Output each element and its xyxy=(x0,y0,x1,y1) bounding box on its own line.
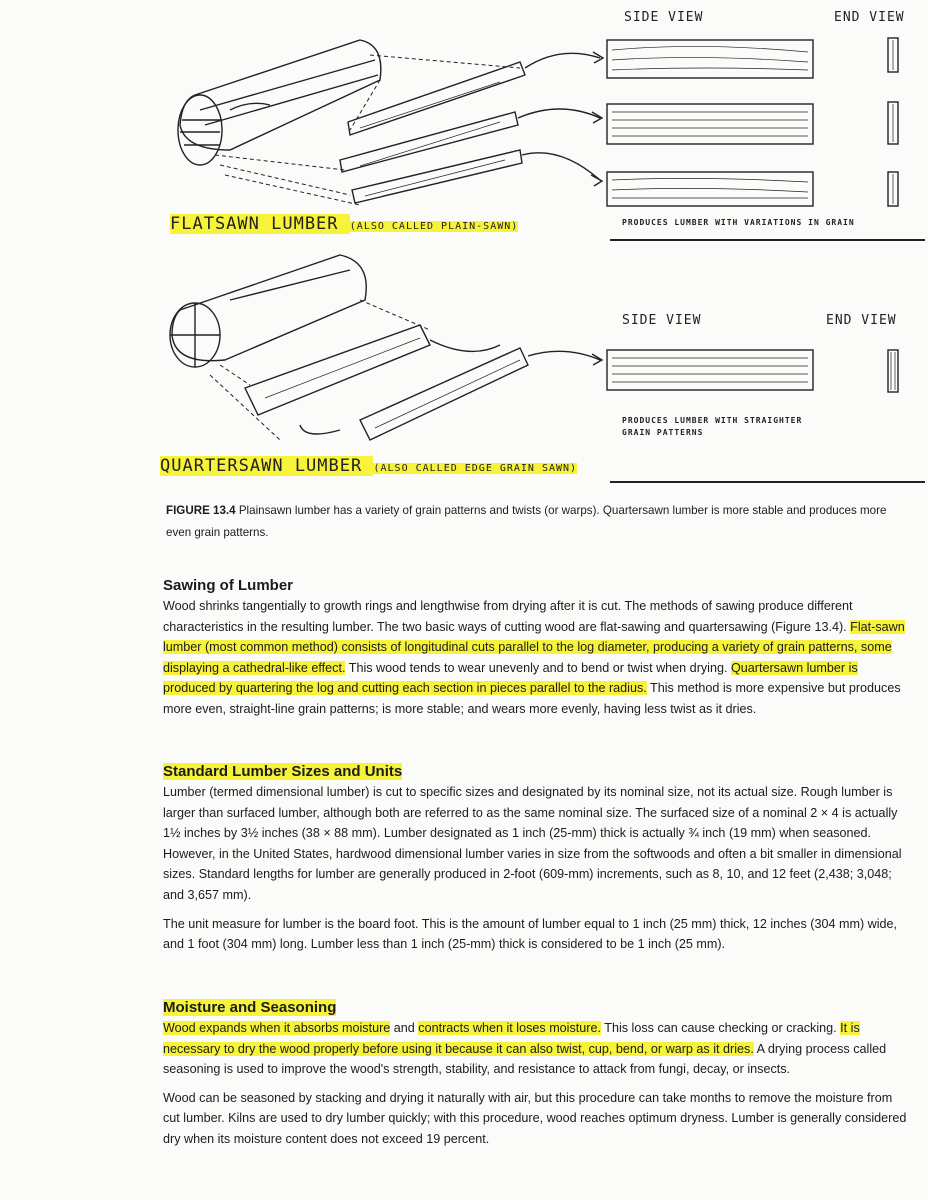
flatsawn-subtitle: (ALSO CALLED PLAIN-SAWN) xyxy=(349,221,519,232)
moisture-paragraph-2: Wood can be seasoned by stacking and drying it naturally with air, but this procedure can take months to remove the moisture from cut lumber. Kilns are used to dry lumber quickly; with this procedure, wood reaches optimum dryness. Lumber is generally considered dry when its moisture content does not exceed 19 percent. xyxy=(163,1090,907,1146)
lumber-illustration xyxy=(0,0,928,500)
quartersawn-end-view xyxy=(888,350,898,392)
standard-paragraph-2: The unit measure for lumber is the board foot. This is the amount of lumber equal to 1 inch (25 mm) thick, 12 inches (304 mm) wide, and 1 foot (304 mm) long. Lumber less than 1 inch (25-mm) thick is considered to be 1 inch (25 mm). xyxy=(163,916,898,952)
flatsawn-side-views xyxy=(607,40,813,206)
quartersawn-arrows xyxy=(300,340,602,434)
moisture-text-f: A drying process called seasoning is used to improve the wood's strength, stability, and resistance to attack from fungi, decay, or insects. xyxy=(163,1041,887,1077)
moisture-highlight-contracts: contracts when it loses moisture. xyxy=(418,1021,601,1035)
section-moisture xyxy=(163,998,908,1150)
sawing-paragraph xyxy=(163,596,908,720)
moisture-text-and: and xyxy=(390,1021,419,1035)
flatsawn-end-views xyxy=(888,38,898,206)
moisture-highlight-dry: It is necessary to dry the wood properly before using it because it can also twist, cup, bend, or warp as it dries. xyxy=(163,1021,860,1056)
moisture-paragraph-1 xyxy=(163,1018,908,1080)
flatsawn-title-banner xyxy=(170,214,518,234)
sawing-highlight-quartersawn: Quartersawn lumber is produced by quartering the log and cutting each section in pieces parallel to the radius. xyxy=(163,660,858,696)
figure-caption-label: FIGURE 13.4 xyxy=(166,504,236,517)
quartersawn-title: QUARTERSAWN LUMBER xyxy=(160,456,363,476)
sawing-text-a: Wood shrinks tangentially to growth rings and lengthwise from drying after it is cut. The methods of sawing produce different characteristics in the resulting lumber. The two basic ways of cutting wood are flat-sawing and quartersawing (Figure 13.4). xyxy=(163,599,853,634)
standard-paragraph-1: Lumber (termed dimensional lumber) is cut to specific sizes and designated by its nominal size, not its actual size. Rough lumber is larger than surfaced lumber, although both are referred to as the same nominal size. The surfaced size of a nominal 2 × 4 is actually 1½ inches by 3½ inches (38 × 88 mm). Lumber designated as 1 inch (25-mm) thick is actually ¾ inch (19 mm) when seasoned. However, in the United States, hardwood dimensional lumber varies in size from the softwoods and often a bit smaller in dimensional sizes. Standard lengths for lumber are generally produced in 2-foot (609-mm) increments, such as 8, 10, and 12 feet (2,438; 3,048; and 3,657 mm). xyxy=(163,785,902,902)
quartersawn-title-banner xyxy=(160,456,577,476)
section-standard xyxy=(163,762,908,955)
flatsawn-boards xyxy=(340,62,525,203)
flatsawn-note: PRODUCES LUMBER WITH VARIATIONS IN GRAIN xyxy=(622,218,855,227)
flatsawn-arrows xyxy=(518,52,603,186)
quartersawn-note-line1: PRODUCES LUMBER WITH STRAIGHTER xyxy=(622,416,803,425)
top-side-view-label: SIDE VIEW xyxy=(624,10,704,25)
top-end-view-label: END VIEW xyxy=(834,10,905,25)
quartersawn-projection-lines xyxy=(210,300,430,440)
flatsawn-log-drawing xyxy=(178,40,381,165)
moisture-text-d: This loss can cause checking or cracking. xyxy=(600,1021,841,1035)
quartersawn-log-drawing xyxy=(170,255,366,367)
moisture-highlight-expands: Wood expands when it absorbs moisture xyxy=(163,1021,391,1035)
quartersawn-side-view xyxy=(607,350,813,390)
quartersawn-boards xyxy=(245,325,528,440)
figure-caption xyxy=(166,500,896,544)
bottom-end-view-label: END VIEW xyxy=(826,313,897,328)
bottom-side-view-label: SIDE VIEW xyxy=(622,313,702,328)
quartersawn-note-line2: GRAIN PATTERNS xyxy=(622,428,704,437)
sawing-highlight-flatsawn: Flat-sawn lumber (most common method) consists of longitudinal cuts parallel to the log diameter, producing a variety of grain patterns, some displaying a cathedral-like effect. xyxy=(163,619,905,675)
sawing-text-c: This wood tends to wear unevenly and to bend or twist when drying. xyxy=(345,660,731,675)
standard-heading-text: Standard Lumber Sizes and Units xyxy=(163,763,403,780)
section-sawing xyxy=(163,576,908,720)
moisture-heading xyxy=(163,998,908,1018)
figure-caption-text: Plainsawn lumber has a variety of grain patterns and twists (or warps). Quartersawn lumber is more stable and produces more even grain patterns. xyxy=(166,504,887,539)
sawing-heading: Sawing of Lumber xyxy=(163,577,294,594)
sawing-text-e: This method is more expensive but produces more even, straight-line grain patterns; is more stable; and wears more evenly, having less twist as it dries. xyxy=(163,681,901,716)
flatsawn-title: FLATSAWN LUMBER xyxy=(170,214,339,234)
moisture-heading-text: Moisture and Seasoning xyxy=(163,999,337,1016)
quartersawn-subtitle: (ALSO CALLED EDGE GRAIN SAWN) xyxy=(373,463,578,474)
standard-heading xyxy=(163,762,908,782)
